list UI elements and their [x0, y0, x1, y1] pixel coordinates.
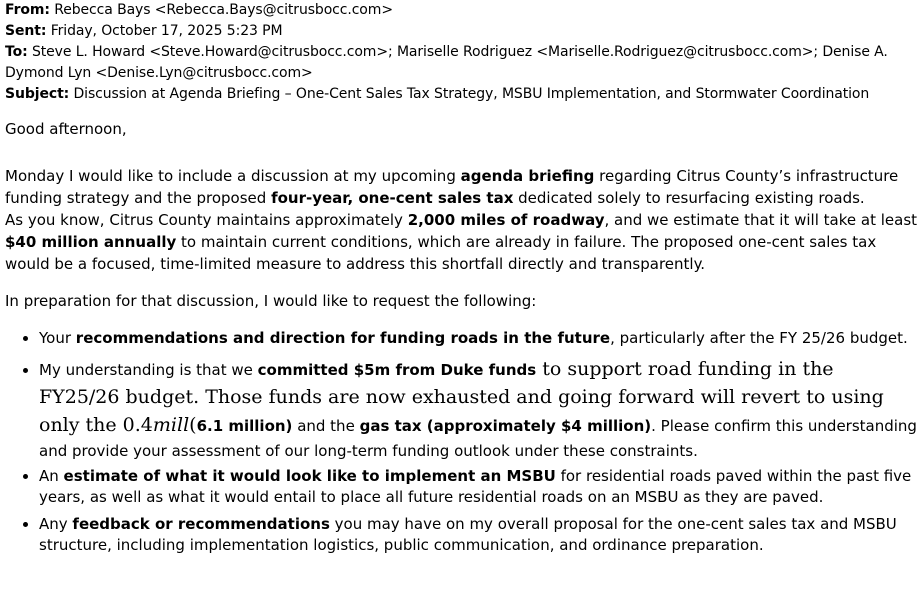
greeting: Good afternoon,: [5, 120, 127, 138]
list-item: [39, 328, 917, 349]
subject-label: Subject:: [5, 86, 70, 102]
bullet2-serif-paren: (: [189, 414, 197, 436]
from-label: From:: [5, 2, 50, 18]
sent-label: Sent:: [5, 23, 47, 39]
subject-line: [5, 84, 917, 105]
bullet2-serif-text: to support road funding in the FY25/26 budget. Those funds are now exhausted and going forward will revert to using only the 0.4: [39, 358, 884, 436]
bullet4-text-1: Any: [39, 515, 73, 533]
bullet3-bold: estimate of what it would look like to implement an MSBU: [63, 467, 556, 485]
bullet3-text-2: for residential roads paved within the past five years, as well as what it would entail to place all future residential roads on an MSBU as they are paved.: [39, 467, 912, 506]
email-header: [5, 0, 917, 105]
from-value: Rebecca Bays <Rebecca.Bays@citrusbocc.com>: [49, 2, 393, 18]
sent-value: Friday, October 17, 2025 5:23 PM: [46, 23, 283, 39]
request-intro: In preparation for that discussion, I would like to request the following:: [5, 292, 537, 310]
from-line: [5, 0, 917, 21]
bullet2-bold-duke: committed $5m from Duke funds: [257, 361, 537, 379]
bullet2-text-1: My understanding is that we: [39, 361, 258, 379]
bullet3-text-1: An: [39, 467, 64, 485]
p1-text-2: regarding Citrus County’s infrastructure funding strategy and the proposed: [5, 167, 899, 207]
bullet1-bold: recommendations and direction for funding roads in the future: [75, 329, 611, 347]
bullet2-bold-millage: 6.1 million): [196, 417, 293, 435]
list-item: [39, 514, 917, 556]
list-item: [39, 466, 917, 508]
bullet4-bold: feedback or recommendations: [72, 515, 330, 533]
bullet4-text-2: you may have on my overall proposal for the one-cent sales tax and MSBU structure, including implementation logistics, public communication, and ordinance preparation.: [39, 515, 897, 554]
bullet2-serif-italic: mill: [152, 414, 190, 436]
p1-bold-miles: 2,000 miles of roadway: [407, 211, 605, 229]
bullet2-bold-gas-tax: gas tax (approximately $4 million): [359, 417, 652, 435]
to-label: To:: [5, 44, 28, 60]
p1-text-3: dedicated solely to resurfacing existing roads.: [513, 189, 865, 207]
to-value: Steve L. Howard <Steve.Howard@citrusbocc.com>; Mariselle Rodriguez <Mariselle.Rodriguez@citrusbocc.com>; Denise A. Dymond Lyn <Denise.Lyn@citrusbocc.com>: [5, 44, 888, 81]
p1-bold-sales-tax: four-year, one-cent sales tax: [271, 189, 514, 207]
p1-bold-annual-cost: $40 million annually: [5, 233, 177, 251]
bullet1-text-2: , particularly after the FY 25/26 budget.: [610, 329, 908, 347]
list-item: [39, 355, 917, 463]
paragraph-intro: [5, 165, 917, 275]
bullet2-text-3: . Please confirm this understanding and provide your assessment of our long-term funding outlook under these constraints.: [39, 417, 917, 460]
p1-text-1: Monday I would like to include a discussion at my upcoming: [5, 167, 461, 185]
p1-text-5: , and we estimate that it will take at least: [604, 211, 918, 229]
sent-line: [5, 21, 917, 42]
to-line: [5, 42, 917, 84]
request-list: [5, 328, 917, 556]
p1-text-6: to maintain current conditions, which are already in failure. The proposed one-cent sales tax would be a focused, time-limited measure to address this shortfall directly and transparently.: [5, 233, 877, 273]
subject-value: Discussion at Agenda Briefing – One-Cent Sales Tax Strategy, MSBU Implementation, and Stormwater Coordination: [69, 86, 870, 102]
bullet1-text-1: Your: [39, 329, 76, 347]
p1-text-4: As you know, Citrus County maintains approximately: [5, 211, 408, 229]
bullet2-text-2: and the: [292, 417, 360, 435]
p1-bold-agenda-briefing: agenda briefing: [460, 167, 595, 185]
